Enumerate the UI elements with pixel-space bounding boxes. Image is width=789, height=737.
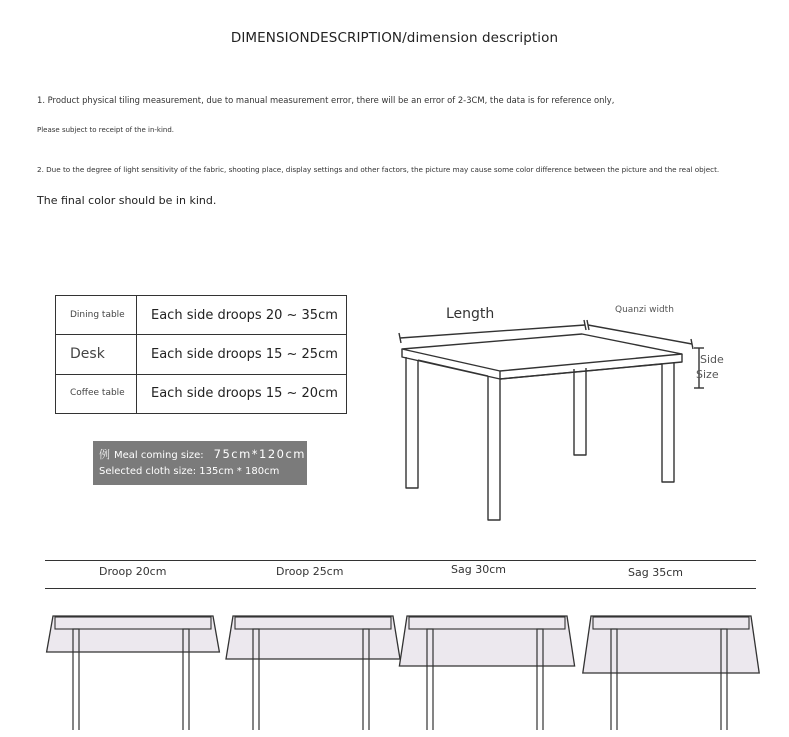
page-title: DIMENSIONDESCRIPTION/dimension description bbox=[230, 30, 559, 46]
width-dimension-line bbox=[588, 325, 692, 344]
size-table bbox=[55, 295, 347, 414]
table-leg bbox=[662, 362, 674, 482]
table-leg bbox=[574, 368, 586, 455]
table-droop-cell: Each side droops 15 ~ 20cm bbox=[137, 374, 347, 413]
table-row bbox=[56, 335, 347, 374]
table-name-cell: Desk bbox=[56, 335, 137, 374]
droop-label: Sag 35cm bbox=[628, 566, 683, 579]
table-droop-cell: Each side droops 20 ~ 35cm bbox=[137, 296, 347, 335]
table-leg bbox=[406, 357, 418, 488]
droop-label: Droop 20cm bbox=[99, 565, 167, 578]
size-label: Size bbox=[696, 368, 719, 381]
meal-size-value: 75cm*120cm bbox=[213, 447, 307, 461]
droop-labels bbox=[0, 565, 789, 585]
note-2-line-1: 2. Due to the degree of light sensitivity of the fabric, shooting place, display settings and other factors, the picture may cause some color difference between the picture and the real object. bbox=[37, 165, 720, 174]
droop-illustrations bbox=[0, 600, 789, 730]
side-label: Side bbox=[700, 353, 724, 366]
droop-label: Droop 25cm bbox=[276, 565, 344, 578]
meal-size-label: Meal coming size: bbox=[114, 450, 204, 461]
table-row bbox=[56, 296, 347, 335]
note-2-line-2: The final color should be in kind. bbox=[37, 194, 217, 207]
table-leg bbox=[488, 376, 500, 520]
table-row bbox=[56, 374, 347, 413]
tablecloth-shape bbox=[399, 616, 574, 666]
width-label: Quanzi width bbox=[615, 305, 674, 315]
example-mark: 例 bbox=[99, 448, 110, 461]
note-1-line-2: Please subject to receipt of the in-kind. bbox=[37, 126, 175, 134]
tablecloth-shape bbox=[226, 616, 400, 659]
length-label: Length bbox=[446, 306, 495, 322]
table-name-cell: Dining table bbox=[56, 296, 137, 335]
note-1-line-1: 1. Product physical tiling measurement, due to manual measurement error, there will be an error of 2-3CM, the data is for reference only, bbox=[37, 95, 615, 105]
example-size-box bbox=[93, 441, 307, 485]
droop-label: Sag 30cm bbox=[451, 563, 506, 576]
table-droop-cell: Each side droops 15 ~ 25cm bbox=[137, 335, 347, 374]
table-diagram bbox=[390, 295, 735, 530]
top-divider bbox=[45, 560, 756, 561]
table-name-cell: Coffee table bbox=[56, 374, 137, 413]
bottom-divider bbox=[45, 588, 756, 589]
cloth-size-line: Selected cloth size: 135cm * 180cm bbox=[99, 466, 280, 477]
tablecloth-shape bbox=[583, 616, 759, 673]
